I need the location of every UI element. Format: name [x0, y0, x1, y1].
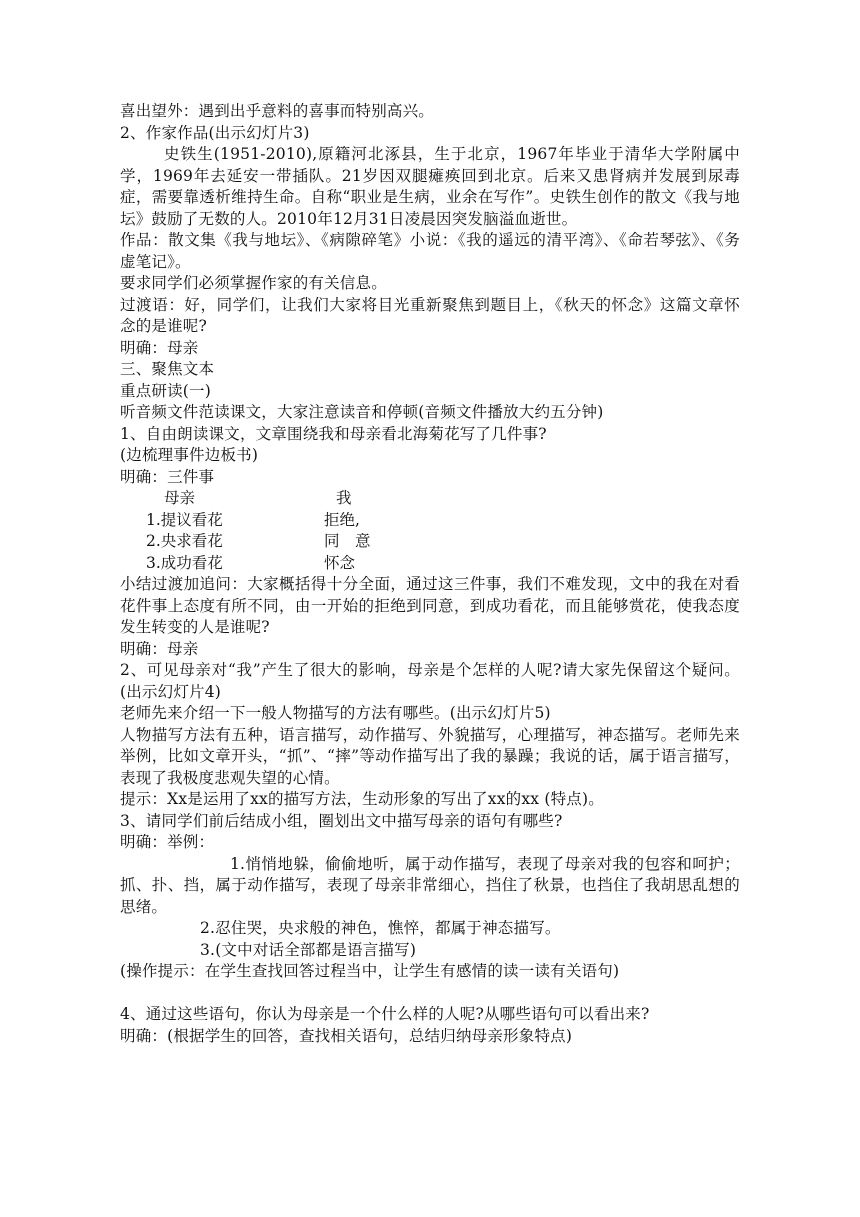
answer-three-events: 明确：三件事: [120, 467, 215, 486]
example-1: 1.悄悄地躲，偷偷地听，属于动作描写，表现了母亲对我的包容和呵护；抓、扑、挡，属于动作描写，表现了母亲非常细心，挡住了秋景，也挡住了我胡思乱想的思绪。: [120, 854, 740, 916]
event-mother-2: 2.央求看花: [146, 532, 223, 550]
author-works: 作品：散文集《我与地坛》、《病隙碎笔》小说：《我的遥远的清平湾》、《命若琴弦》、《务虚笔记》。: [120, 231, 740, 271]
event-mother-1: 1.提议看花: [146, 510, 223, 529]
section-author-works-heading: 2、作家作品(出示幻灯片3): [120, 123, 310, 142]
blank-line: [120, 983, 740, 1005]
transition-text: 过渡语：好，同学们，让我们大家将目光重新聚焦到题目上，《秋天的怀念》这篇文章怀念的是谁呢?: [120, 295, 740, 335]
events-header-mother: 母亲: [164, 489, 196, 507]
answer-final: 明确：(根据学生的回答，查找相关语句，总结归纳母亲形象特点): [120, 1026, 573, 1045]
document-page: [120, 101, 740, 1047]
section-focus-text-heading: 三、聚焦文本: [120, 360, 215, 378]
hint-template: 提示：Xx是运用了xx的描写方法，生动形象的写出了xx的xx (特点)。: [120, 790, 604, 808]
example-3: 3.(文中对话全部都是语言描写): [200, 940, 417, 959]
description-methods: 人物描写方法有五种，语言描写，动作描写、外貌描写，心理描写，神态描写。老师先来举例，比如文章开头，“抓”、“摔”等动作描写出了我的暴躁；我说的话，属于语言描写，表现了我极度悲观失望的心情。: [120, 725, 740, 787]
event-mother-3: 3.成功看花: [146, 553, 223, 572]
teacher-introduction: 老师先来介绍一下一般人物描写的方法有哪些。(出示幻灯片5): [120, 704, 551, 722]
example-2: 2.忍住哭，央求般的神色，憔悴，都属于神态描写。: [200, 919, 561, 937]
answer-mother-1: 明确：母亲: [120, 338, 199, 357]
summary-question: 小结过渡加追问：大家概括得十分全面，通过这三件事，我们不难发现，文中的我在对看花件事上态度有所不同，由一开始的拒绝到同意，到成功看花，而且能够赏花，使我态度发生转变的人是谁呢?: [120, 575, 740, 636]
idiom-definition: 喜出望外：遇到出乎意料的喜事而特别高兴。: [120, 102, 435, 120]
question-4: 4、通过这些语句，你认为母亲是一个什么样的人呢?从哪些语句可以看出来?: [120, 1005, 650, 1023]
question-1-note: (边梳理事件边板书): [120, 446, 259, 464]
question-1: 1、自由朗读课文，文章围绕我和母亲看北海菊花写了几件事?: [120, 424, 547, 443]
event-me-3: 怀念: [324, 553, 356, 572]
event-me-1: 拒绝,: [324, 510, 360, 529]
event-me-2: 同 意: [324, 532, 371, 550]
question-2: 2、可见母亲对“我”产生了很大的影响，母亲是个怎样的人呢?请大家先保留这个疑问。(出示幻灯片4): [120, 661, 740, 701]
question-3: 3、请同学们前后结成小组，圈划出文中描写母亲的语句有哪些?: [120, 811, 563, 830]
key-study-heading: 重点研读(一): [120, 381, 211, 400]
answer-mother-2: 明确：母亲: [120, 639, 199, 658]
author-biography: 史铁生(1951-2010),原籍河北涿县，生于北京，1967年毕业于清华大学附属中学，1969年去延安一带插队。21岁因双腿瘫痪回到北京。后来又患肾病并发展到尿毒症，需要靠透析维持生命。自称“职业是生病，业余在写作”。史铁生创作的散文《我与地坛》鼓励了无数的人。2010年12月31日凌晨因突发脑溢血逝世。: [120, 145, 740, 228]
events-table: [120, 488, 740, 574]
events-header-me: 我: [336, 489, 352, 507]
answer-examples-heading: 明确：举例：: [120, 833, 215, 851]
requirement-note: 要求同学们必须掌握作家的有关信息。: [120, 274, 387, 292]
operation-tip: (操作提示：在学生查找回答过程当中，让学生有感情的读一读有关语句): [120, 962, 620, 980]
audio-instruction: 听音频文件范读课文，大家注意读音和停顿(音频文件播放大约五分钟): [120, 403, 604, 421]
